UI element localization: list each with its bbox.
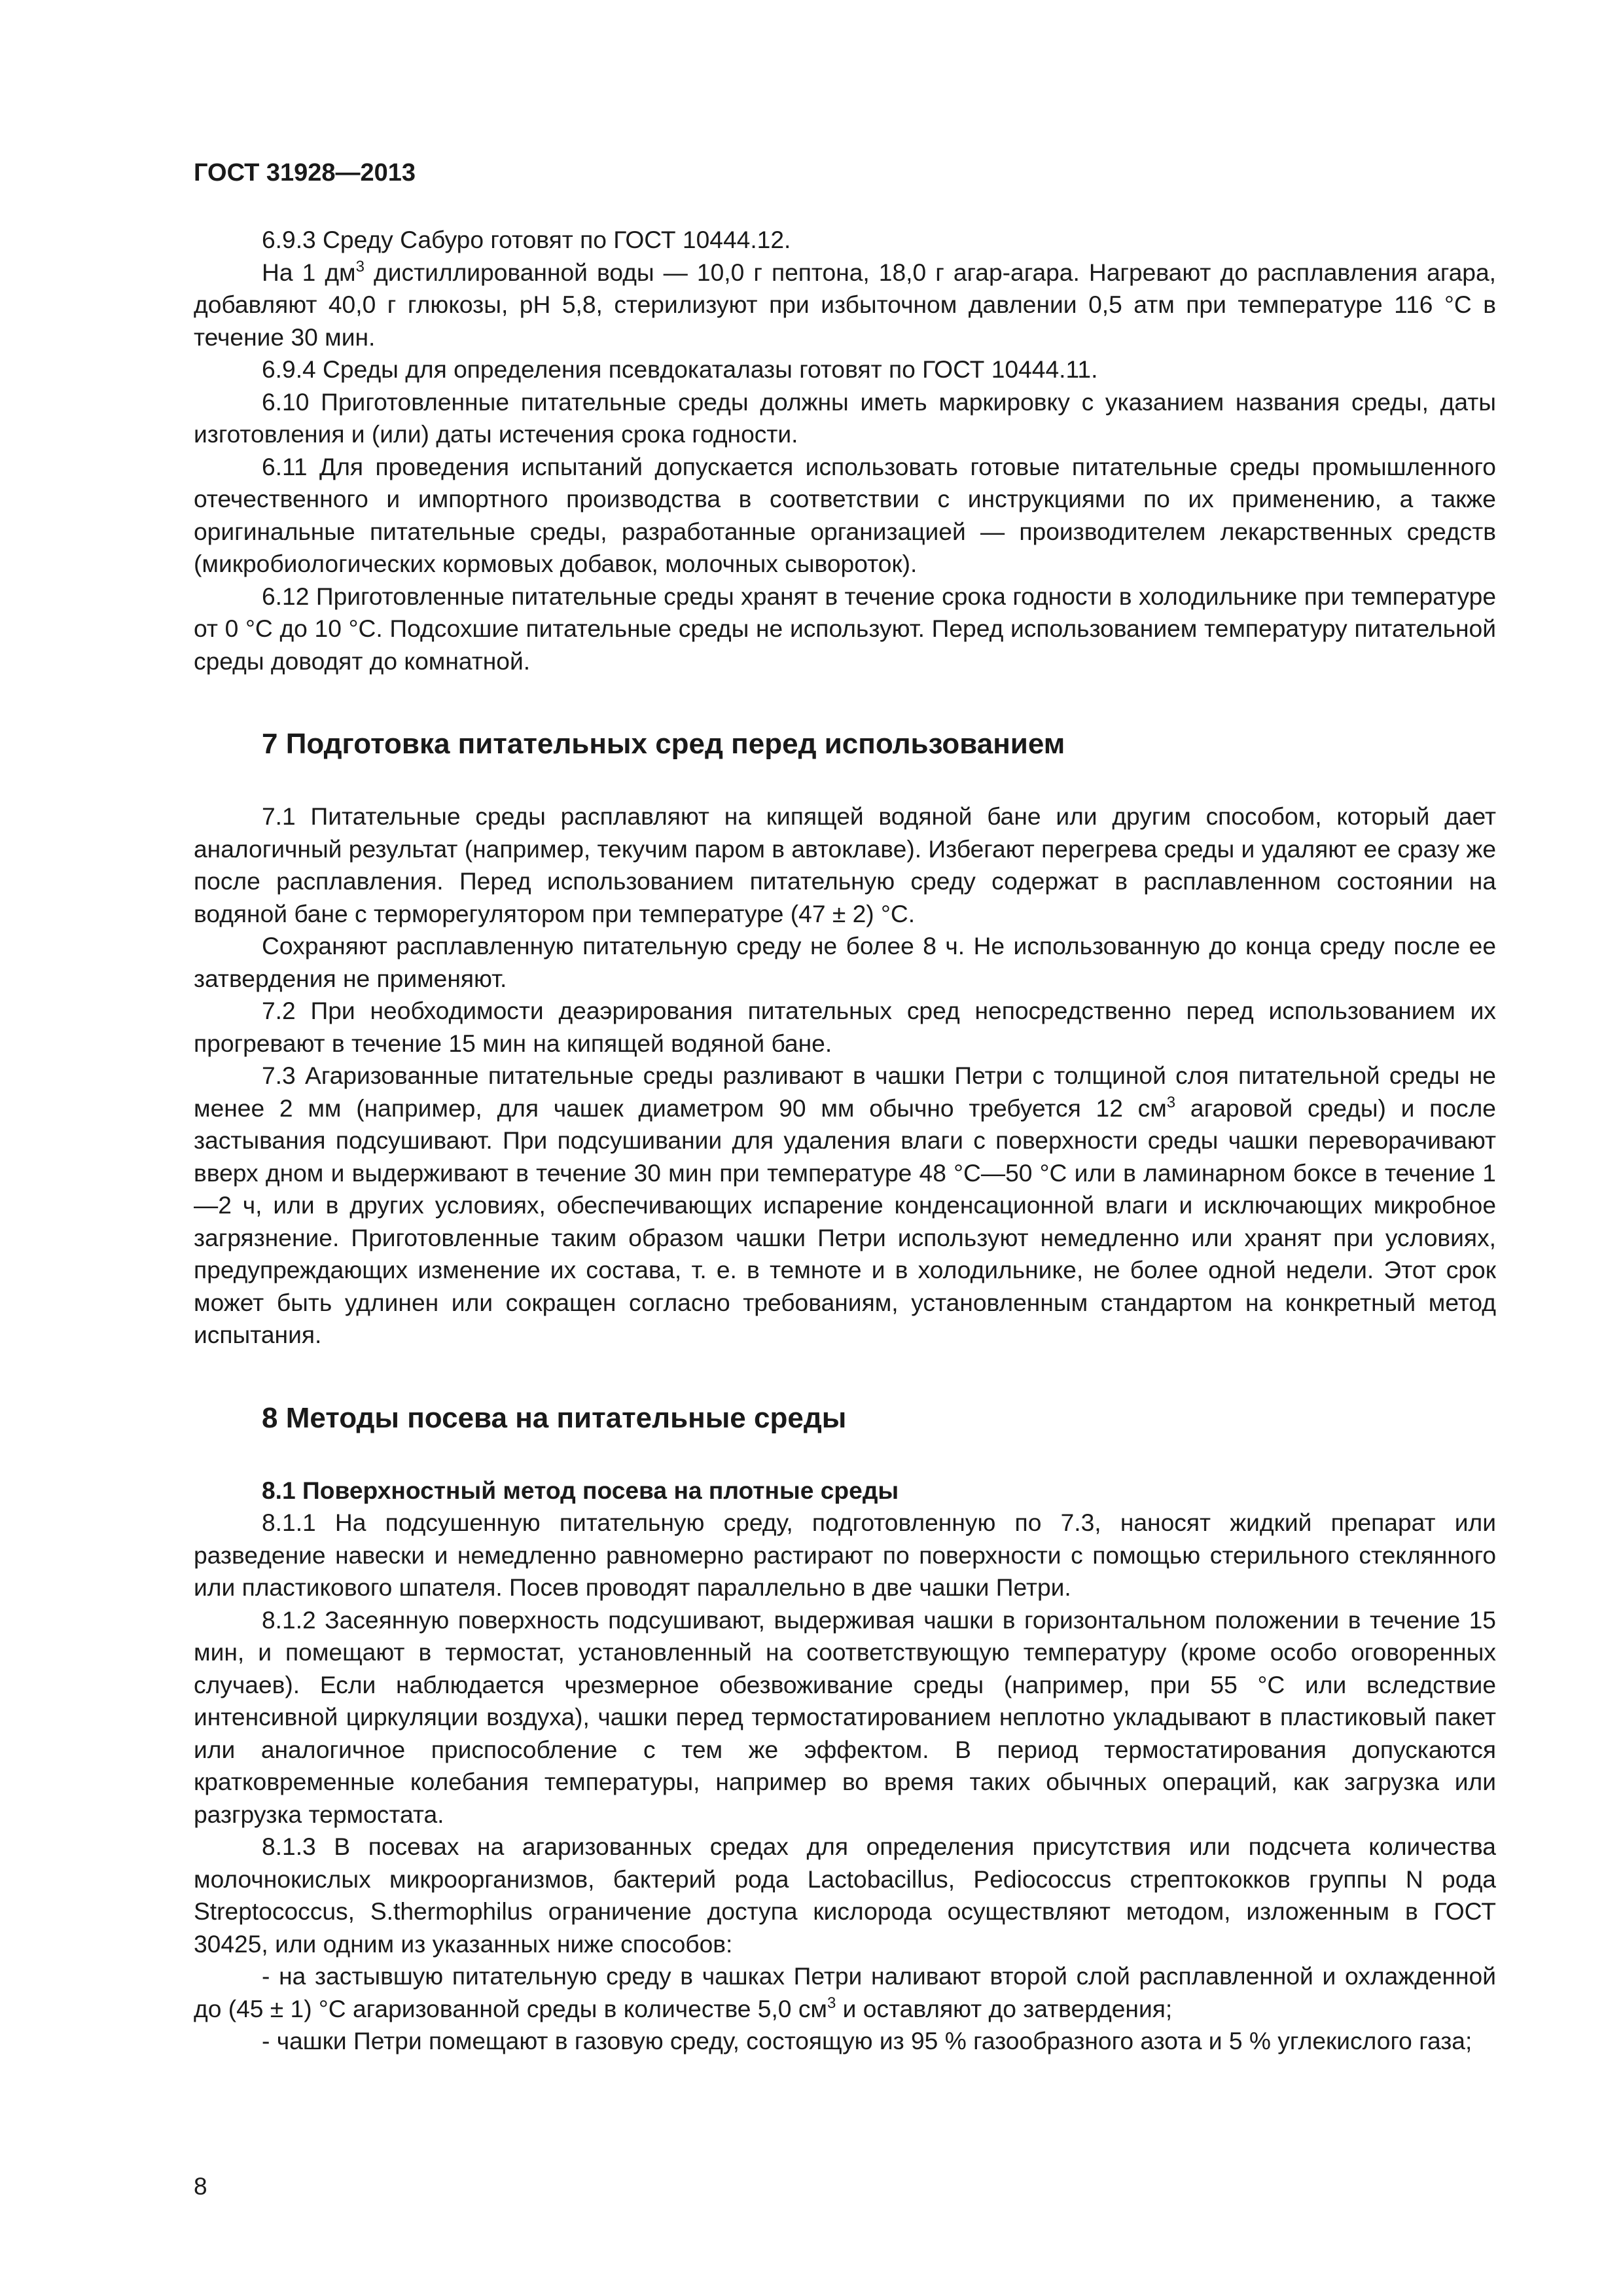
paragraph-8-1-1: 8.1.1 На подсушенную питательную среду, подготовленную по 7.3, наносят жидкий препарат или разведение навески и немедленно равномерно растирают по поверхности с помощью стерильного стеклянного или пластикового шпателя. Посев проводят параллельно в две чашки Петри. — [194, 1509, 1496, 1601]
section-8-heading: 8 Методы посева на питательные среды — [262, 1401, 847, 1434]
paragraph-saburo-recipe: На 1 $дм^3$ дистиллированной воды — 10,0 г пептона, 18,0 г агар-агара. Нагревают до расплавления агара, добавляют 40,0 г глюкозы, pH 5,8, стерилизуют при избыточном давлении 0,5 атм при температуре 116 °С в течение 30 мин. — [194, 257, 1496, 351]
paragraph-7-1-cont: Сохраняют расплавленную питательную среду не более 8 ч. Не использованную до конца среду после ее затвердения не применяют. — [194, 932, 1496, 992]
paragraph-6-11: 6.11 Для проведения испытаний допускается использовать готовые питательные среды промышленного отечественного и импортного производства в соответствии с инструкциями по их применению, а также оригинальные питательные среды, разработанные организацией — производителем лекарственных средств (микробиологических кормовых добавок, молочных сывороток). — [194, 452, 1496, 577]
list-item-second-layer: - на застывшую питательную среду в чашках Петри наливают второй слой расплавленной и охлажденной до (45 ± 1) °С агаризованной среды в количестве 5,0 $см^3$ и оставляют до затвердения; — [194, 1962, 1496, 2022]
paragraph-7-1: 7.1 Питательные среды расплавляют на кипящей водяной бане или другим способом, который дает аналогичный результат (например, текучим паром в автоклаве). Избегают перегрева среды и удаляют ее сразу же после расплавления. Перед использованием питательную среду содержат в расплавленном состоянии на водяной бане с терморегулятором при температуре (47 ± 2) °С. — [194, 802, 1496, 927]
section-7-heading: 7 Подготовка питательных сред перед использованием — [262, 728, 1065, 760]
paragraph-7-3: 7.3 Агаризованные питательные среды разливают в чашки Петри с толщиной слоя питательной среды не менее 2 мм (например, для чашек диаметром 90 мм обычно требуется 12 $см^3$ агаровой среды) и после застывания подсушивают. При подсушивании для удаления влаги с поверхности среды чашки переворачивают вверх дном и выдерживают в течение 30 мин при температуре 48 °С—50 °С или в ламинарном боксе в течение 1—2 ч, или в других условиях, обеспечивающих испарение конденсационной влаги и исключающих микробное загрязнение. Приготовленные таким образом чашки Петри используют немедленно или хранят при условиях, предупреждающих изменение их состава, т. е. в темноте и в холодильнике, не более одной недели. Этот срок может быть удлинен или сокращен согласно требованиям, установленным стандартом на конкретный метод испытания. — [194, 1062, 1496, 1348]
paragraph-6-12: 6.12 Приготовленные питательные среды хранят в течение срока годности в холодильнике при температуре от 0 °С до 10 °С. Подсохшие питательные среды не используют. Перед использованием температуру питательной среды доводят до комнатной. — [194, 582, 1496, 675]
paragraph-7-2: 7.2 При необходимости деаэрирования питательных сред непосредственно перед использованием их прогревают в течение 15 мин на кипящей водяной бане. — [194, 997, 1496, 1057]
paragraph-8-1-2: 8.1.2 Засеянную поверхность подсушивают, выдерживая чашки в горизонтальном положении в течение 15 мин, и помещают в термостат, установленный на соответствующую температуру (кроме особо оговоренных случаев). Если наблюдается чрезмерное обезвоживание среды (например, при 55 °С или вследствие интенсивной циркуляции воздуха), чашки перед термостатированием неплотно укладывают в пластиковый пакет или аналогичное приспособление с тем же эффектом. В период термостатирования допускаются кратковременные колебания температуры, например во время таких обычных операций, как загрузка или разгрузка термостата. — [194, 1605, 1496, 1828]
paragraph-6-9-3: 6.9.3 Среду Сабуро готовят по ГОСТ 10444.12. — [262, 226, 791, 253]
subsection-8-1-heading: 8.1 Поверхностный метод посева на плотные среды — [262, 1476, 899, 1504]
document-header: ГОСТ 31928—2013 — [194, 159, 416, 187]
page-number: 8 — [194, 2173, 207, 2200]
paragraph-6-9-4: 6.9.4 Среды для определения псевдокаталазы готовят по ГОСТ 10444.11. — [262, 355, 1098, 383]
document-page — [194, 157, 1496, 2058]
list-item-gas-atmosphere: - чашки Петри помещают в газовую среду, состоящую из 95 % газообразного азота и 5 % углекислого газа; — [262, 2027, 1472, 2054]
paragraph-8-1-3: 8.1.3 В посевах на агаризованных средах для определения присутствия или подсчета количества молочнокислых микроорганизмов, бактерий рода Lactobacillus, Pediococcus стрептококков группы N рода Streptococcus, S.thermophilus ограничение доступа кислорода осуществляют методом, изложенным в ГОСТ 30425, или одним из указанных ниже способов: — [194, 1833, 1496, 1958]
paragraph-6-10: 6.10 Приготовленные питательные среды должны иметь маркировку с указанием названия среды, даты изготовления и (или) даты истечения срока годности. — [194, 387, 1496, 448]
